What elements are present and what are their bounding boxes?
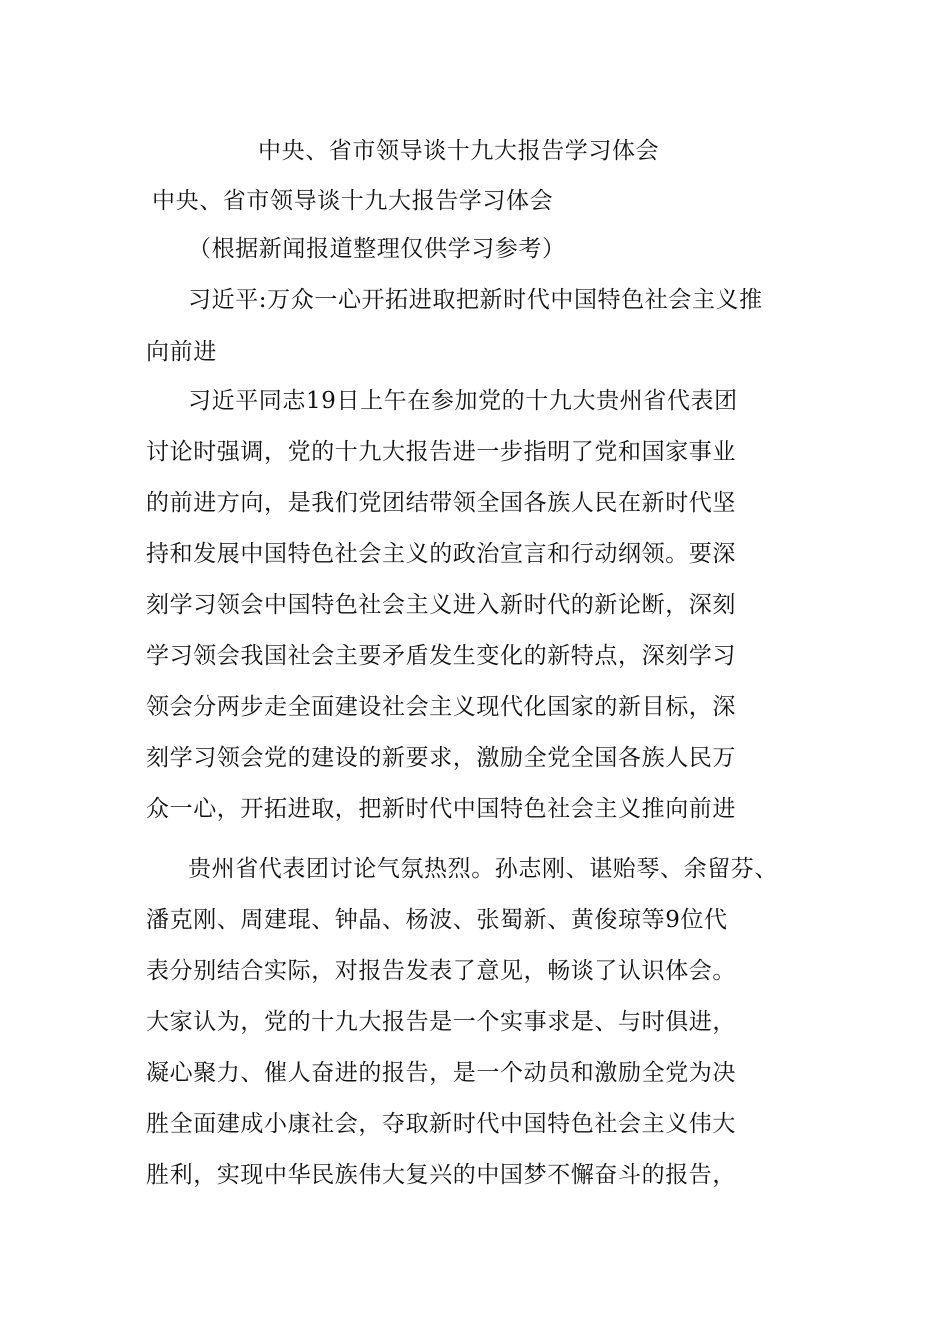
- source-note: （根据新闻报道整理仅供学习参考）: [188, 236, 566, 262]
- paragraph-line: 刻学习领会党的建设的新要求，激励全党全国各族人民万: [146, 745, 736, 771]
- paragraph-2: [146, 854, 836, 1211]
- section-heading-line-2: 向前进: [146, 339, 217, 365]
- paragraph-line: 潘克刚、周建琨、钟晶、杨波、张蜀新、黄俊琼等9位代: [146, 907, 728, 933]
- paragraph-1: [146, 386, 826, 845]
- document-title: 中央、省市领导谈十九大报告学习体会: [258, 138, 660, 164]
- section-heading-line-1: 习近平:万众一心开拓进取把新时代中国特色社会主义推: [188, 287, 763, 313]
- paragraph-line: 刻学习领会中国特色社会主义进入新时代的新论断，深刻: [146, 592, 736, 618]
- paragraph-line: 众一心，开拓进取，把新时代中国特色社会主义推向前进: [146, 796, 736, 822]
- paragraph-line: 胜利，实现中华民族伟大复兴的中国梦不懈奋斗的报告，: [146, 1162, 736, 1188]
- paragraph-line: 学习领会我国社会主要矛盾发生变化的新特点，深刻学习: [146, 643, 736, 669]
- paragraph-line: 持和发展中国特色社会主义的政治宣言和行动纲领。要深: [146, 541, 736, 567]
- paragraph-line: 的前进方向，是我们党团结带领全国各族人民在新时代坚: [146, 490, 736, 516]
- paragraph-line: 胜全面建成小康社会，夺取新时代中国特色社会主义伟大: [146, 1111, 736, 1137]
- paragraph-line: 大家认为，党的十九大报告是一个实事求是、与时俱进，: [146, 1009, 736, 1035]
- paragraph-line: 凝心聚力、催人奋进的报告，是一个动员和激励全党为决: [146, 1060, 736, 1086]
- paragraph-line: 领会分两步走全面建设社会主义现代化国家的新目标，深: [146, 694, 736, 720]
- document-title-repeat: 中央、省市领导谈十九大报告学习体会: [152, 188, 554, 214]
- paragraph-line: 贵州省代表团讨论气氛热烈。孙志刚、谌贻琴、余留芬、: [188, 856, 778, 882]
- paragraph-line: 讨论时强调，党的十九大报告进一步指明了党和国家事业: [146, 439, 736, 465]
- paragraph-line: 表分别结合实际，对报告发表了意见，畅谈了认识体会。: [146, 958, 736, 984]
- paragraph-line: 习近平同志19日上午在参加党的十九大贵州省代表团: [188, 388, 738, 414]
